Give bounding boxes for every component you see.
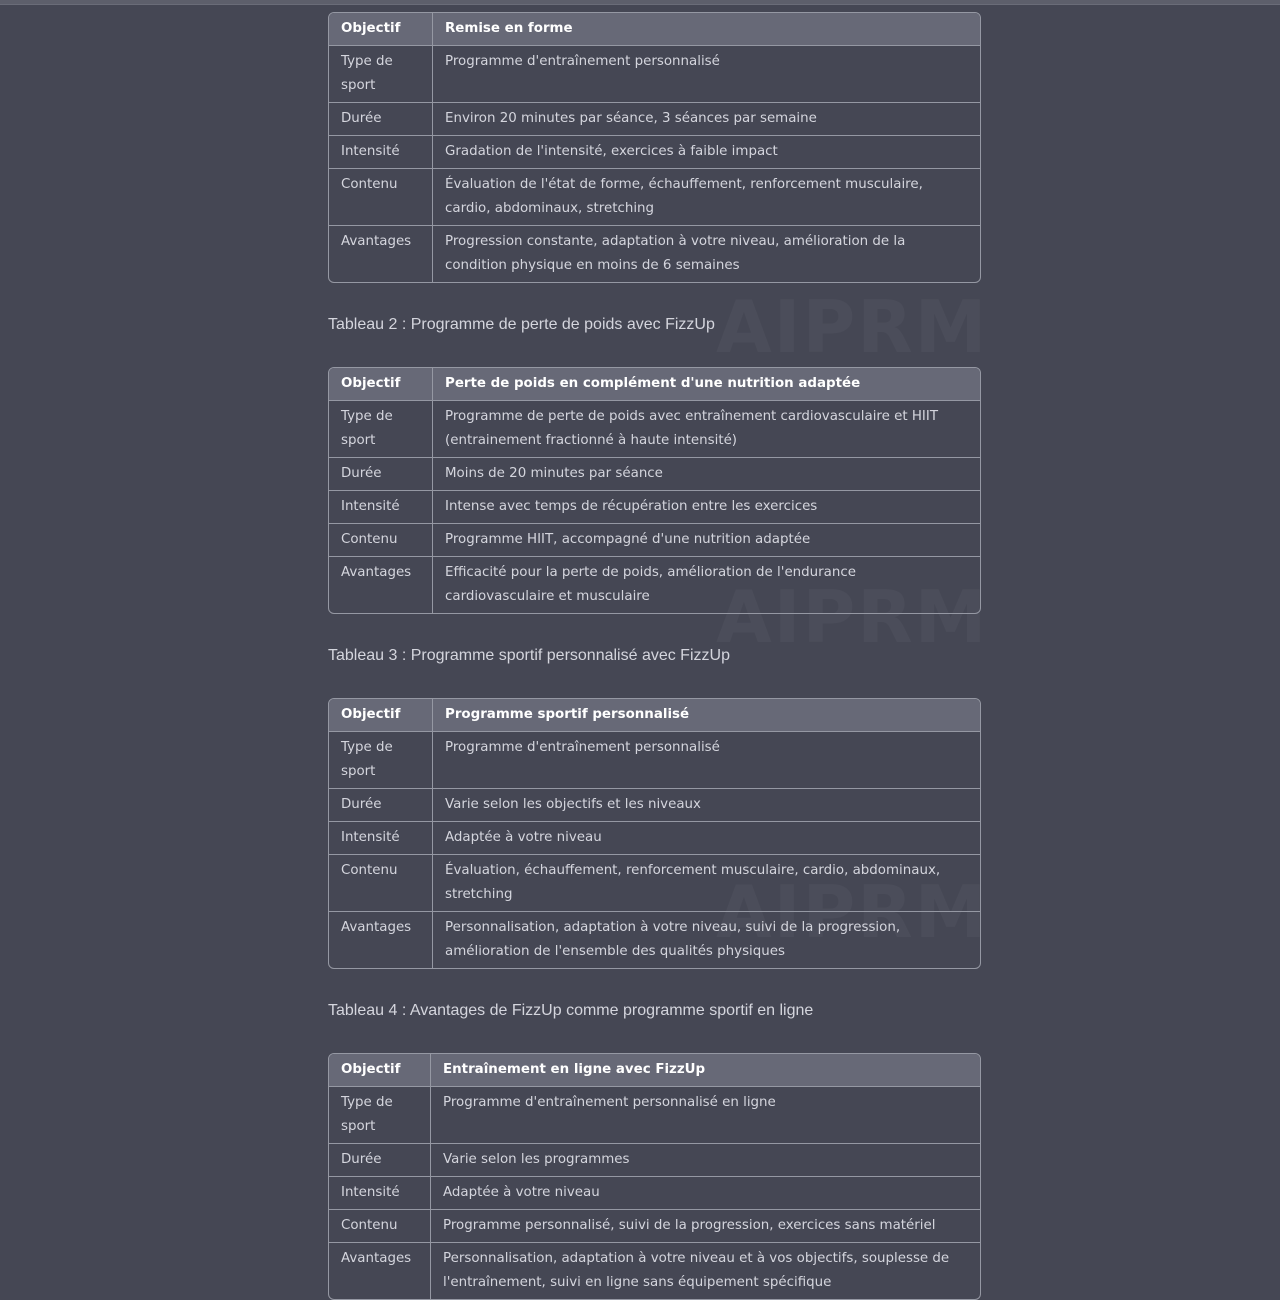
row-value: Intense avec temps de récupération entre les exercices xyxy=(432,491,980,524)
table-row xyxy=(329,1243,980,1299)
row-label: Avantages xyxy=(341,920,412,935)
row-value: Progression constante, adaptation à votre niveau, amélioration de la condition physique en moins de 6 semaines xyxy=(432,226,980,282)
row-value: Adaptée à votre niveau xyxy=(432,822,980,855)
row-label: Type de sport xyxy=(329,1087,430,1144)
table-header-row xyxy=(329,699,980,732)
header-cell: Entraînement en ligne avec FizzUp xyxy=(430,1054,980,1087)
table-row xyxy=(329,1087,980,1144)
table-row xyxy=(329,103,980,136)
row-label: Durée xyxy=(329,1144,430,1177)
row-label: Type de sport xyxy=(329,401,432,458)
table-row xyxy=(329,226,980,282)
row-value: Programme d'entraînement personnalisé en ligne xyxy=(430,1087,980,1144)
row-label: Intensité xyxy=(329,822,432,855)
chat-message-content xyxy=(328,12,981,1300)
table-programme-personnalise xyxy=(328,698,981,969)
header-cell: Objectif xyxy=(329,699,432,732)
row-label: Durée xyxy=(329,458,432,491)
table-caption: Tableau 2 : Programme de perte de poids avec FizzUp xyxy=(328,316,715,333)
table-header-row xyxy=(329,368,980,401)
row-value: Moins de 20 minutes par séance xyxy=(432,458,980,491)
table-row xyxy=(329,524,980,557)
row-value: Évaluation, échauffement, renforcement musculaire, cardio, abdominaux, stretching xyxy=(432,855,980,912)
table-row xyxy=(329,46,980,103)
row-value: Programme d'entraînement personnalisé xyxy=(432,732,980,789)
table-row xyxy=(329,401,980,458)
row-value: Programme de perte de poids avec entraînement cardiovasculaire et HIIT (entrainement fractionné à haute intensité) xyxy=(432,401,980,458)
header-cell: Remise en forme xyxy=(432,13,980,46)
table-header-row xyxy=(329,13,980,46)
header-cell: Perte de poids en complément d'une nutrition adaptée xyxy=(432,368,980,401)
table-row xyxy=(329,136,980,169)
table-row xyxy=(329,822,980,855)
table-row xyxy=(329,1177,980,1210)
row-label: Intensité xyxy=(329,491,432,524)
table-row xyxy=(329,557,980,613)
row-label: Avantages xyxy=(341,1251,412,1266)
table-perte-de-poids xyxy=(328,367,981,614)
row-label: Contenu xyxy=(329,169,432,226)
window-top-border xyxy=(0,0,1280,5)
table-row xyxy=(329,1210,980,1243)
row-label: Intensité xyxy=(329,136,432,169)
row-label: Durée xyxy=(329,103,432,136)
header-cell: Objectif xyxy=(329,368,432,401)
table-entrainement-en-ligne xyxy=(328,1053,981,1300)
table-row xyxy=(329,1144,980,1177)
row-label: Intensité xyxy=(329,1177,430,1210)
table-row xyxy=(329,855,980,912)
row-value: Personnalisation, adaptation à votre niveau, suivi de la progression, amélioration de l'ensemble des qualités physiques xyxy=(432,912,980,968)
row-value: Gradation de l'intensité, exercices à faible impact xyxy=(432,136,980,169)
row-value: Programme HIIT, accompagné d'une nutrition adaptée xyxy=(432,524,980,557)
header-cell: Objectif xyxy=(329,1054,430,1087)
row-value: Varie selon les programmes xyxy=(430,1144,980,1177)
row-value: Environ 20 minutes par séance, 3 séances par semaine xyxy=(432,103,980,136)
row-label: Type de sport xyxy=(329,732,432,789)
table-caption: Tableau 3 : Programme sportif personnalisé avec FizzUp xyxy=(328,647,730,664)
row-value: Adaptée à votre niveau xyxy=(430,1177,980,1210)
table-remise-en-forme xyxy=(328,12,981,283)
table-caption: Tableau 4 : Avantages de FizzUp comme programme sportif en ligne xyxy=(328,1002,814,1019)
table-row xyxy=(329,789,980,822)
header-cell: Programme sportif personnalisé xyxy=(432,699,980,732)
table-row xyxy=(329,458,980,491)
table-row xyxy=(329,169,980,226)
row-label: Avantages xyxy=(341,234,412,249)
row-label: Contenu xyxy=(329,1210,430,1243)
table-row xyxy=(329,732,980,789)
row-value: Programme d'entraînement personnalisé xyxy=(432,46,980,103)
header-cell: Objectif xyxy=(329,13,432,46)
row-label: Avantages xyxy=(341,565,412,580)
table-header-row xyxy=(329,1054,980,1087)
row-value: Personnalisation, adaptation à votre niveau et à vos objectifs, souplesse de l'entraînement, suivi en ligne sans équipement spécifique xyxy=(430,1243,980,1299)
row-value: Programme personnalisé, suivi de la progression, exercices sans matériel xyxy=(430,1210,980,1243)
table-row xyxy=(329,491,980,524)
row-value: Efficacité pour la perte de poids, amélioration de l'endurance cardiovasculaire et musculaire xyxy=(432,557,980,613)
row-value: Varie selon les objectifs et les niveaux xyxy=(432,789,980,822)
row-label: Contenu xyxy=(329,524,432,557)
row-label: Durée xyxy=(329,789,432,822)
table-row xyxy=(329,912,980,968)
row-label: Type de sport xyxy=(329,46,432,103)
row-value: Évaluation de l'état de forme, échauffement, renforcement musculaire, cardio, abdominaux, stretching xyxy=(432,169,980,226)
row-label: Contenu xyxy=(329,855,432,912)
